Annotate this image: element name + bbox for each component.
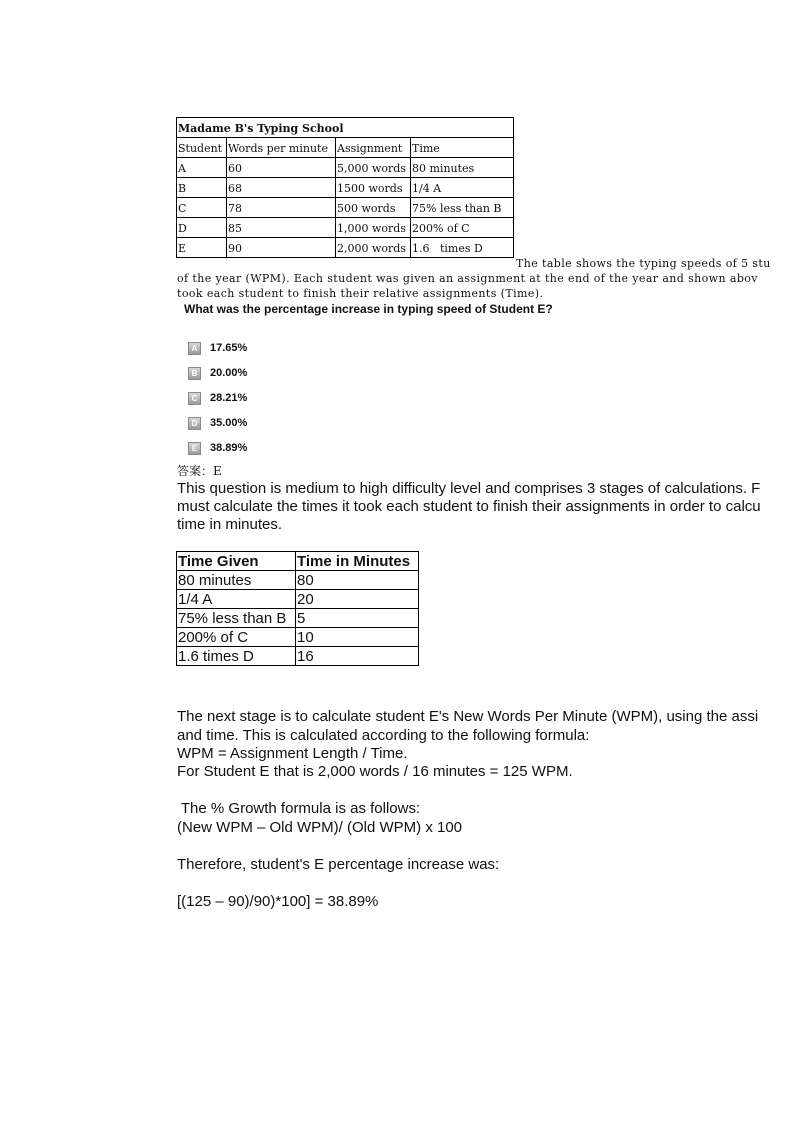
intro-line-2: of the year (WPM). Each student was given an assignment at the end of the year and shown abov xyxy=(177,272,758,285)
table-row xyxy=(177,609,419,628)
option-e-text: 38.89% xyxy=(210,442,248,454)
cell-student: D xyxy=(177,218,227,238)
header-wpm: Words per minute xyxy=(227,138,336,158)
option-b-icon: B xyxy=(188,367,201,380)
explanation-line: For Student E that is 2,000 words / 16 minutes = 125 WPM. xyxy=(177,763,573,780)
cell-time: 80 minutes xyxy=(411,158,514,178)
table-row xyxy=(177,198,514,218)
explanation-line: must calculate the times it took each student to finish their assignments in order to calcu xyxy=(177,498,761,515)
table-row xyxy=(177,590,419,609)
question-text: What was the percentage increase in typing speed of Student E? xyxy=(184,302,553,316)
cell-time: 1/4 A xyxy=(411,178,514,198)
option-c[interactable] xyxy=(188,391,247,405)
option-e[interactable] xyxy=(188,441,247,455)
table-title: Madame B's Typing School xyxy=(177,118,514,138)
cell-time-given: 200% of C xyxy=(177,628,296,647)
typing-school-table xyxy=(176,117,514,258)
cell-wpm: 68 xyxy=(227,178,336,198)
explanation-line: and time. This is calculated according to the following formula: xyxy=(177,727,590,744)
cell-time-minutes: 80 xyxy=(296,571,419,590)
option-e-icon: E xyxy=(188,442,201,455)
cell-time-minutes: 20 xyxy=(296,590,419,609)
option-c-text: 28.21% xyxy=(210,392,248,404)
table-row xyxy=(177,178,514,198)
table-row xyxy=(177,238,514,258)
header-time-given: Time Given xyxy=(177,552,296,571)
explanation-line: WPM = Assignment Length / Time. xyxy=(177,745,408,762)
explanation-line: The next stage is to calculate student E's New Words Per Minute (WPM), using the assi xyxy=(177,708,759,725)
cell-time-given: 1.6 times D xyxy=(177,647,296,666)
table-row xyxy=(177,571,419,590)
time-conversion-table xyxy=(176,551,419,666)
option-d[interactable] xyxy=(188,416,247,430)
cell-assignment: 1,000 words xyxy=(336,218,411,238)
explanation-line: (New WPM – Old WPM)/ (Old WPM) x 100 xyxy=(177,819,463,836)
explanation-line: This question is medium to high difficulty level and comprises 3 stages of calculations. F xyxy=(177,480,761,497)
time-table-header-row xyxy=(177,552,419,571)
cell-time: 200% of C xyxy=(411,218,514,238)
cell-wpm: 60 xyxy=(227,158,336,178)
cell-time: 75% less than B xyxy=(411,198,514,218)
cell-wpm: 85 xyxy=(227,218,336,238)
table-header-row xyxy=(177,138,514,158)
cell-time-given: 75% less than B xyxy=(177,609,296,628)
table-row xyxy=(177,647,419,666)
cell-assignment: 500 words xyxy=(336,198,411,218)
answer-line: 答案：E xyxy=(177,464,222,478)
cell-assignment: 1500 words xyxy=(336,178,411,198)
option-a-text: 17.65% xyxy=(210,342,248,354)
cell-assignment: 2,000 words xyxy=(336,238,411,258)
intro-line-1: The table shows the typing speeds of 5 stu xyxy=(516,257,771,270)
option-d-icon: D xyxy=(188,417,201,430)
cell-student: E xyxy=(177,238,227,258)
header-time-in-minutes: Time in Minutes xyxy=(296,552,419,571)
cell-student: B xyxy=(177,178,227,198)
cell-wpm: 78 xyxy=(227,198,336,218)
intro-line-3: took each student to finish their relative assignments (Time). xyxy=(177,287,544,300)
option-b-text: 20.00% xyxy=(210,367,248,379)
option-a-icon: A xyxy=(188,342,201,355)
header-assignment: Assignment xyxy=(336,138,411,158)
explanation-line: The % Growth formula is as follows: xyxy=(177,800,421,817)
cell-time-minutes: 16 xyxy=(296,647,419,666)
option-d-text: 35.00% xyxy=(210,417,248,429)
header-student: Student xyxy=(177,138,227,158)
explanation-line: Therefore, student's E percentage increase was: xyxy=(177,856,500,873)
header-time: Time xyxy=(411,138,514,158)
cell-assignment: 5,000 words xyxy=(336,158,411,178)
cell-time-minutes: 5 xyxy=(296,609,419,628)
cell-time-given: 1/4 A xyxy=(177,590,296,609)
table-row xyxy=(177,628,419,647)
option-b[interactable] xyxy=(188,366,247,380)
cell-time-minutes: 10 xyxy=(296,628,419,647)
final-calculation: [(125 – 90)/90)*100] = 38.89% xyxy=(177,893,379,910)
option-c-icon: C xyxy=(188,392,201,405)
table-title-row xyxy=(177,118,514,138)
table-row xyxy=(177,158,514,178)
cell-student: A xyxy=(177,158,227,178)
cell-student: C xyxy=(177,198,227,218)
explanation-line: time in minutes. xyxy=(177,516,283,533)
option-a[interactable] xyxy=(188,341,247,355)
cell-wpm: 90 xyxy=(227,238,336,258)
cell-time: 1.6 times D xyxy=(411,238,514,258)
cell-time-given: 80 minutes xyxy=(177,571,296,590)
table-row xyxy=(177,218,514,238)
